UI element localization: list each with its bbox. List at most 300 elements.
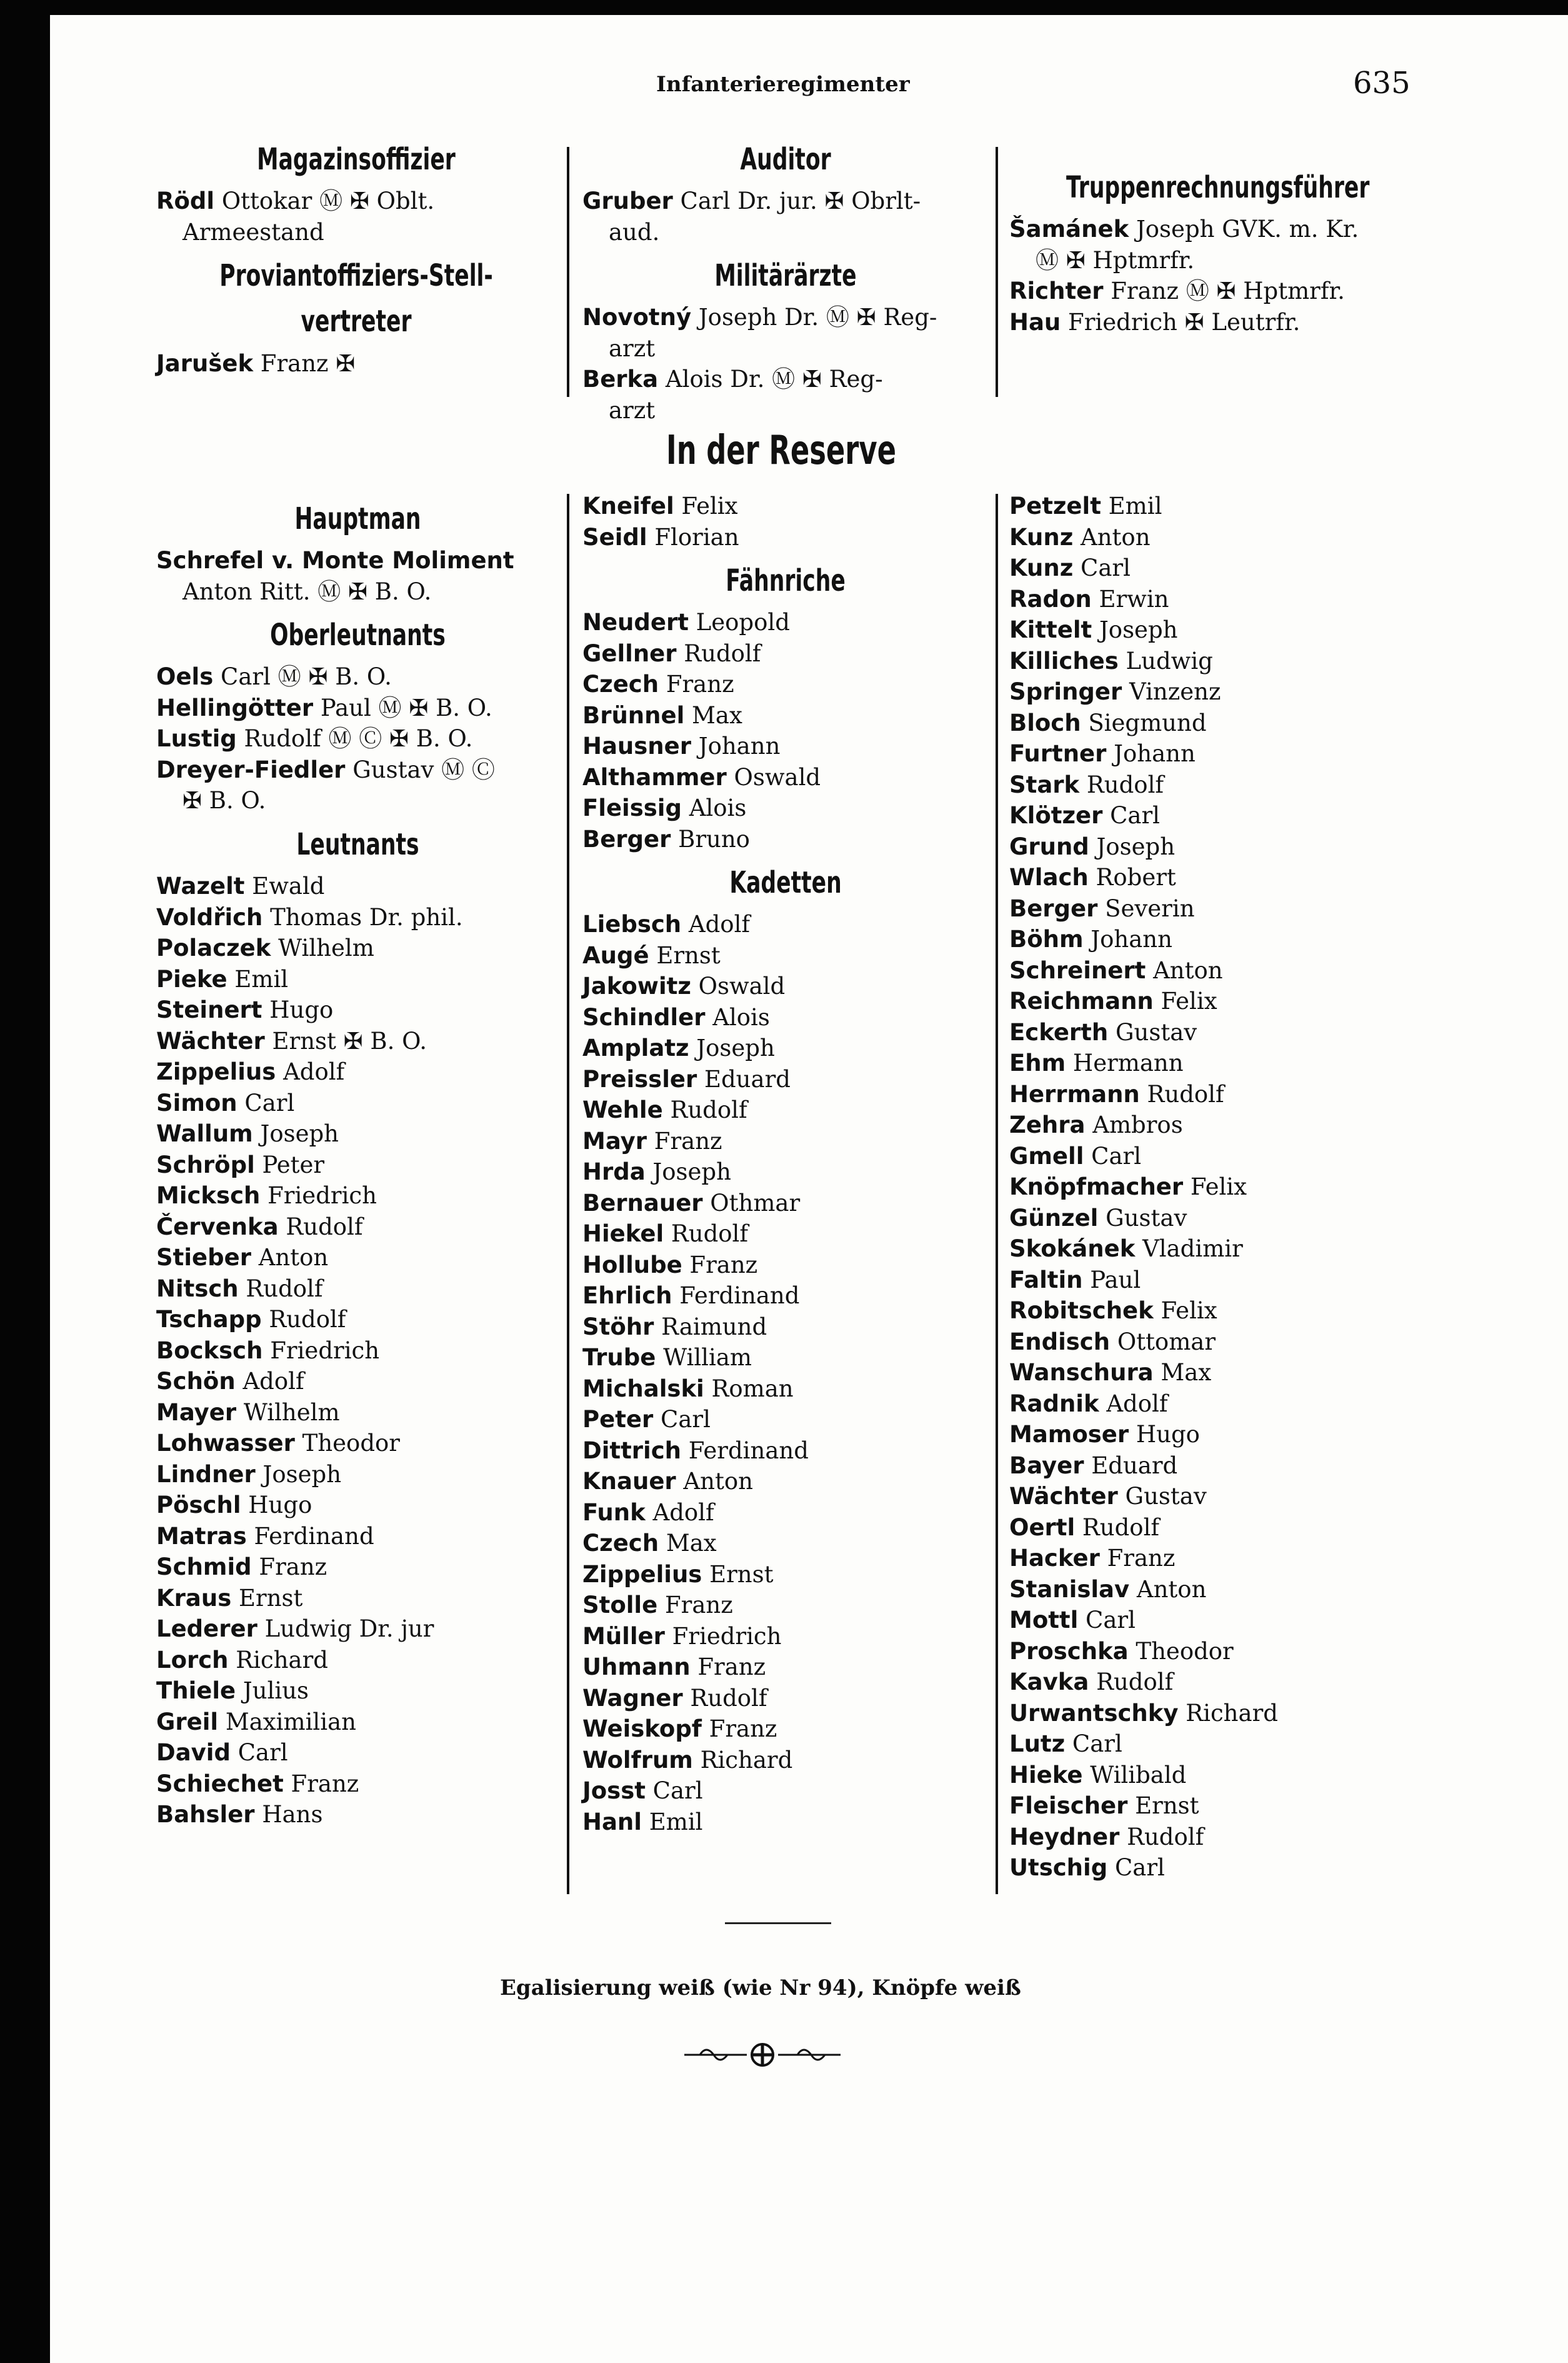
surname: Böhm (1009, 926, 1084, 953)
given-name-and-rank: Eduard (1084, 1452, 1178, 1479)
list-item (1009, 924, 1416, 955)
surname: Schiechet (156, 1770, 284, 1797)
list-item (156, 755, 559, 786)
surname: Zippelius (156, 1058, 276, 1086)
surname: Heydner (1009, 1823, 1120, 1850)
given-name-and-rank: Joseph (1092, 616, 1178, 643)
list-item (156, 1088, 559, 1119)
surname: Wolfrum (582, 1746, 693, 1774)
list-item (1009, 955, 1416, 986)
surname: Fleischer (1009, 1792, 1128, 1819)
list-item (1009, 646, 1416, 677)
section-heading: Fähnriche (726, 563, 846, 598)
section-heading-wrap (156, 502, 559, 536)
list-item (156, 902, 559, 933)
given-name-and-rank: Othmar (702, 1189, 801, 1217)
given-name-and-rank: Ferdinand (246, 1522, 374, 1550)
list-item (1009, 1017, 1416, 1048)
section-heading-wrap (156, 259, 556, 293)
surname: Kunz (1009, 523, 1074, 551)
list-item (582, 1280, 989, 1312)
given-name-and-rank: Hans (254, 1801, 323, 1829)
list-item (1009, 1512, 1416, 1543)
list-item (582, 1126, 989, 1157)
list-item (156, 1428, 559, 1459)
given-name-and-rank: Adolf (235, 1368, 304, 1395)
list-item (156, 1645, 559, 1676)
section-heading: Magazinsoffizier (257, 142, 456, 177)
surname: Günzel (1009, 1204, 1099, 1232)
given-name-and-rank: Rudolf (278, 1213, 363, 1240)
surname: Wächter (156, 1027, 265, 1055)
list-item (582, 302, 989, 333)
surname: Hausner (582, 733, 691, 760)
list-item (156, 723, 559, 755)
list-item (582, 1528, 989, 1559)
surname: Lohwasser (156, 1430, 295, 1457)
surname: Zippelius (582, 1560, 702, 1588)
surname: Reichmann (1009, 988, 1154, 1015)
surname: Eckerth (1009, 1018, 1109, 1046)
list-item (1009, 986, 1416, 1017)
list-item (582, 824, 989, 855)
given-name-and-rank: Max (1153, 1359, 1212, 1386)
column-divider (567, 494, 569, 1894)
list-item (582, 1652, 989, 1683)
surname: Skokánek (1009, 1235, 1136, 1262)
given-name-and-rank: Felix (674, 493, 738, 519)
given-name-and-rank: Hugo (1129, 1421, 1200, 1448)
list-item (1009, 1265, 1416, 1296)
list-item (156, 545, 559, 576)
surname: Springer (1009, 678, 1122, 705)
surname: Herrmann (1009, 1080, 1140, 1108)
surname: Michalski (582, 1375, 704, 1402)
surname: Faltin (1009, 1266, 1083, 1293)
list-item (156, 1304, 559, 1335)
surname: Oertl (1009, 1513, 1076, 1541)
given-name-and-rank: Rudolf Ⓜ Ⓒ ✠ B. O. (236, 725, 473, 753)
list-item (1009, 307, 1416, 338)
list-item (1009, 676, 1416, 708)
given-name-and-rank: Rudolf (676, 640, 761, 667)
surname: Trube (582, 1344, 656, 1372)
given-name-and-rank: Hugo (262, 996, 334, 1024)
surname: Killiches (1009, 647, 1119, 675)
given-name-and-rank: Gustav (1098, 1204, 1187, 1232)
list-item (582, 364, 989, 395)
given-name-and-rank: Ewald (244, 873, 325, 900)
given-name-and-rank: Franz (647, 1127, 722, 1155)
list-item (582, 1218, 989, 1250)
given-name-and-rank: Felix (1153, 988, 1217, 1015)
list-item (156, 1118, 559, 1150)
surname: Kittelt (1009, 616, 1092, 643)
surname: Schrefel v. Monte Moliment (156, 547, 514, 574)
given-name-and-rank: Carl (1107, 1854, 1165, 1881)
list-item (582, 1713, 989, 1745)
list-item (1009, 1450, 1416, 1482)
given-name-and-rank: Gustav (1117, 1483, 1207, 1510)
scan-border-top (0, 0, 1568, 15)
given-name-and-rank: Carl (1065, 1730, 1122, 1757)
surname: Peter (582, 1406, 654, 1433)
given-name-and-rank: Ludwig (1118, 647, 1213, 675)
list-item (1009, 245, 1416, 276)
list-item (1009, 1852, 1416, 1884)
given-name-and-rank: Ambros (1085, 1111, 1183, 1138)
given-name-and-rank: Emil (641, 1808, 703, 1835)
given-name-and-rank: Franz ✠ (253, 349, 356, 377)
list-item (582, 1683, 989, 1714)
given-name-and-rank: Ludwig Dr. jur (257, 1615, 434, 1643)
given-name-and-rank: William (656, 1344, 752, 1372)
column-divider (996, 494, 998, 1894)
given-name-and-rank: Paul (1082, 1266, 1141, 1293)
surname: Oels (156, 663, 214, 691)
surname: Grund (1009, 833, 1089, 860)
surname: Gellner (582, 640, 677, 667)
given-name-and-rank: Theodor (1128, 1637, 1234, 1665)
given-name-and-rank: Max (684, 701, 742, 729)
given-name-and-rank: Raimund (654, 1313, 767, 1340)
list-item (156, 964, 559, 995)
surname: Schreinert (1009, 956, 1146, 984)
given-name-and-rank: Erwin (1091, 585, 1169, 613)
given-name-and-rank: Anton Ritt. Ⓜ ✠ B. O. (182, 578, 432, 605)
list-item (156, 1675, 559, 1707)
surname: Nitsch (156, 1275, 239, 1302)
given-name-and-rank: Wilhelm (236, 1398, 340, 1426)
surname: Lederer (156, 1615, 257, 1643)
given-name-and-rank: Max (659, 1530, 717, 1557)
list-item (156, 1273, 559, 1305)
page-header-title: Infanterieregimenter (656, 72, 910, 97)
surname: Schön (156, 1368, 236, 1395)
surname: Uhmann (582, 1653, 691, 1681)
surname: Furtner (1009, 740, 1107, 767)
list-item (1009, 1171, 1416, 1203)
list-item (156, 1521, 559, 1552)
given-name-and-rank: Carl (1102, 802, 1160, 829)
list-item (1009, 491, 1416, 522)
list-item (582, 333, 989, 364)
surname: Bayer (1009, 1452, 1084, 1479)
list-item (1009, 276, 1416, 307)
section-heading-wrap (582, 564, 989, 598)
list-item (156, 785, 559, 816)
list-item (582, 1156, 989, 1188)
surname: Berger (1009, 895, 1098, 922)
given-name-and-rank: Joseph (255, 1460, 342, 1488)
section-heading-wrap (582, 259, 989, 293)
given-name-and-rank: Leopold (688, 609, 790, 636)
given-name-and-rank: Felix (1153, 1297, 1217, 1324)
given-name-and-rank: Friedrich ✠ Leutrfr. (1061, 308, 1301, 336)
list-item (1009, 1203, 1416, 1234)
surname: Pöschl (156, 1492, 241, 1519)
surname: Bocksch (156, 1337, 263, 1364)
given-name-and-rank: Rudolf (682, 1684, 767, 1712)
given-name-and-rank: Oswald (726, 763, 821, 791)
list-item (582, 909, 989, 940)
list-item (1009, 1543, 1416, 1574)
surname: Knauer (582, 1468, 676, 1495)
list-item (156, 1242, 559, 1273)
section-heading: Militärärzte (714, 258, 857, 294)
given-name-and-rank: Emil (227, 965, 289, 993)
given-name-and-rank: Franz (659, 671, 734, 698)
list-item (582, 1250, 989, 1281)
surname: Berka (582, 366, 659, 393)
surname: Petzelt (1009, 493, 1101, 519)
list-item (1009, 862, 1416, 893)
given-name-and-rank: Richard (1178, 1699, 1278, 1727)
given-name-and-rank: Carl Dr. jur. ✠ Obrlt- (672, 188, 921, 215)
given-name-and-rank: Felix (1183, 1173, 1247, 1200)
given-name-and-rank: Rudolf (238, 1275, 323, 1302)
given-name-and-rank: Rudolf (1139, 1080, 1224, 1108)
surname: Knöpfmacher (1009, 1173, 1184, 1200)
surname: Lutz (1009, 1730, 1066, 1757)
list-item (1009, 1667, 1416, 1698)
list-item (582, 1002, 989, 1033)
upper-column-3 (1009, 159, 1416, 338)
surname: Jakowitz (582, 973, 691, 1000)
list-item (1009, 770, 1416, 801)
list-item (1009, 1388, 1416, 1420)
surname: Stolle (582, 1592, 658, 1619)
surname: Wagner (582, 1684, 683, 1712)
given-name-and-rank: Anton (1073, 523, 1151, 551)
list-item (582, 522, 989, 553)
surname: Berger (582, 825, 671, 853)
surname: Kavka (1009, 1668, 1089, 1695)
surname: Stieber (156, 1244, 251, 1272)
given-name-and-rank: Joseph (252, 1120, 339, 1148)
surname: Wehle (582, 1096, 663, 1124)
given-name-and-rank: Franz (1099, 1545, 1176, 1572)
given-name-and-rank: Joseph (689, 1035, 775, 1062)
given-name-and-rank: Carl (1078, 1607, 1136, 1633)
list-item (1009, 800, 1416, 831)
surname: Novotný (582, 304, 692, 331)
list-item (1009, 1822, 1416, 1853)
list-item (156, 1799, 559, 1830)
given-name-and-rank: Alois (681, 795, 747, 822)
given-name-and-rank: Oswald (691, 973, 786, 1000)
given-name-and-rank: Carl (1073, 554, 1131, 581)
list-item (156, 693, 559, 724)
reserve-heading: In der Reserve (666, 428, 896, 474)
short-rule (725, 1922, 831, 1924)
list-item (1009, 893, 1416, 925)
list-item (156, 348, 556, 379)
given-name-and-rank: Ferdinand (681, 1437, 809, 1464)
list-item (156, 217, 556, 248)
surname: Kneifel (582, 493, 674, 519)
given-name-and-rank: arzt (609, 334, 656, 362)
section-heading-wrap (156, 618, 559, 653)
reserve-column-2 (582, 491, 989, 1837)
surname: Josst (582, 1777, 646, 1805)
surname: Augé (582, 941, 649, 969)
surname: Funk (582, 1498, 646, 1526)
given-name-and-rank: Johann (691, 733, 781, 760)
ornament-divider-icon (681, 2039, 844, 2070)
surname: Hieke (1009, 1761, 1083, 1789)
surname: Stark (1009, 771, 1080, 798)
given-name-and-rank: Adolf (276, 1058, 345, 1086)
given-name-and-rank: Franz (682, 1251, 758, 1278)
list-item (1009, 1357, 1416, 1388)
surname: Radnik (1009, 1390, 1099, 1417)
surname: Polaczek (156, 935, 271, 962)
given-name-and-rank: Ottokar Ⓜ ✠ Oblt. (214, 188, 435, 215)
list-item (156, 1707, 559, 1738)
given-name-and-rank: Peter (254, 1151, 325, 1178)
list-item (582, 1188, 989, 1219)
list-item (1009, 1636, 1416, 1667)
surname: Müller (582, 1622, 665, 1650)
surname: Robitschek (1009, 1297, 1154, 1324)
given-name-and-rank: Bruno (671, 825, 750, 853)
surname: Wächter (1009, 1483, 1118, 1510)
surname: Steinert (156, 996, 262, 1024)
list-item (582, 1312, 989, 1343)
given-name-and-rank: Adolf (645, 1498, 714, 1526)
given-name-and-rank: Friedrich (262, 1337, 380, 1364)
given-name-and-rank: Armeestand (182, 218, 324, 246)
surname: Stanislav (1009, 1575, 1130, 1603)
list-item (582, 217, 989, 248)
surname: Schmid (156, 1553, 252, 1581)
list-item (156, 1552, 559, 1583)
list-item (156, 1583, 559, 1614)
list-item (1009, 1574, 1416, 1605)
surname: Šamánek (1009, 216, 1129, 243)
given-name-and-rank: arzt (609, 396, 656, 424)
list-item (582, 1404, 989, 1435)
given-name-and-rank: Vinzenz (1122, 678, 1221, 705)
given-name-and-rank: Theodor (294, 1430, 400, 1457)
surname: Lustig (156, 725, 237, 753)
given-name-and-rank: Anton (1129, 1575, 1207, 1603)
list-item (582, 1775, 989, 1807)
given-name-and-rank: Anton (251, 1244, 329, 1272)
list-item (582, 762, 989, 793)
surname: Wanschura (1009, 1359, 1154, 1386)
list-item (582, 1373, 989, 1405)
surname: Liebsch (582, 911, 682, 938)
list-item (582, 607, 989, 638)
given-name-and-rank: Wilhelm (271, 935, 374, 962)
list-item (1009, 1079, 1416, 1110)
list-item (582, 700, 989, 731)
given-name-and-rank: Siegmund (1081, 709, 1207, 736)
list-item (156, 1366, 559, 1397)
surname: Schröpl (156, 1151, 255, 1178)
list-item (156, 1026, 559, 1057)
given-name-and-rank: Carl (653, 1406, 711, 1433)
surname: Lorch (156, 1646, 229, 1673)
given-name-and-rank: Robert (1088, 864, 1176, 891)
surname: Rödl (156, 188, 215, 215)
surname: Simon (156, 1089, 237, 1116)
surname: Červenka (156, 1213, 279, 1240)
surname: Greil (156, 1708, 219, 1735)
list-item (582, 793, 989, 824)
given-name-and-rank: Hugo (241, 1492, 312, 1519)
list-item (1009, 1605, 1416, 1636)
given-name-and-rank: Ferdinand (672, 1282, 800, 1310)
given-name-and-rank: Maximilian (218, 1708, 356, 1735)
given-name-and-rank: Adolf (681, 911, 751, 938)
list-item (1009, 553, 1416, 584)
given-name-and-rank: Rudolf (1075, 1513, 1160, 1541)
surname: Fleissig (582, 795, 682, 822)
surname: Tschapp (156, 1306, 262, 1333)
given-name-and-rank: Franz (657, 1592, 733, 1619)
list-item (1009, 584, 1416, 615)
list-item (156, 1490, 559, 1521)
list-item (1009, 1790, 1416, 1822)
surname: Richter (1009, 278, 1104, 305)
surname: Urwantschky (1009, 1699, 1179, 1727)
given-name-and-rank: Carl (237, 1089, 295, 1116)
column-divider (567, 147, 569, 397)
list-item (156, 1459, 559, 1490)
surname: Brünnel (582, 701, 685, 729)
surname: Hellingötter (156, 694, 314, 721)
list-item (582, 669, 989, 700)
surname: Pieke (156, 965, 227, 993)
surname: Dittrich (582, 1437, 681, 1464)
given-name-and-rank: Rudolf (1119, 1823, 1204, 1850)
surname: Mamoser (1009, 1421, 1129, 1448)
given-name-and-rank: Richard (692, 1746, 793, 1774)
list-item (1009, 214, 1416, 245)
surname: Seidl (582, 523, 647, 551)
given-name-and-rank: Florian (647, 523, 739, 551)
surname: Wazelt (156, 873, 245, 900)
surname: Hiekel (582, 1220, 664, 1248)
surname: Endisch (1009, 1328, 1111, 1355)
surname: Preissler (582, 1065, 697, 1093)
list-item (156, 1180, 559, 1212)
surname: Jarušek (156, 349, 254, 377)
given-name-and-rank: Alois Dr. Ⓜ ✠ Reg- (658, 366, 883, 393)
list-item (582, 731, 989, 762)
given-name-and-rank: Gustav (1108, 1018, 1197, 1046)
surname: Hollube (582, 1251, 682, 1278)
list-item (156, 1397, 559, 1428)
given-name-and-rank: aud. (609, 218, 660, 246)
list-item (582, 1466, 989, 1497)
surname: Kraus (156, 1584, 232, 1612)
surname: Gruber (582, 188, 673, 215)
given-name-and-rank: Ernst ✠ B. O. (264, 1027, 427, 1055)
given-name-and-rank: Wilibald (1082, 1761, 1187, 1789)
surname: Bahsler (156, 1801, 255, 1829)
column-divider (996, 147, 998, 397)
given-name-and-rank: Eduard (697, 1065, 791, 1093)
list-item (582, 1342, 989, 1373)
list-item (1009, 615, 1416, 646)
section-heading: Oberleutnants (270, 618, 446, 653)
given-name-and-rank: Gustav Ⓜ Ⓒ (345, 756, 495, 783)
surname: Hanl (582, 1808, 642, 1835)
